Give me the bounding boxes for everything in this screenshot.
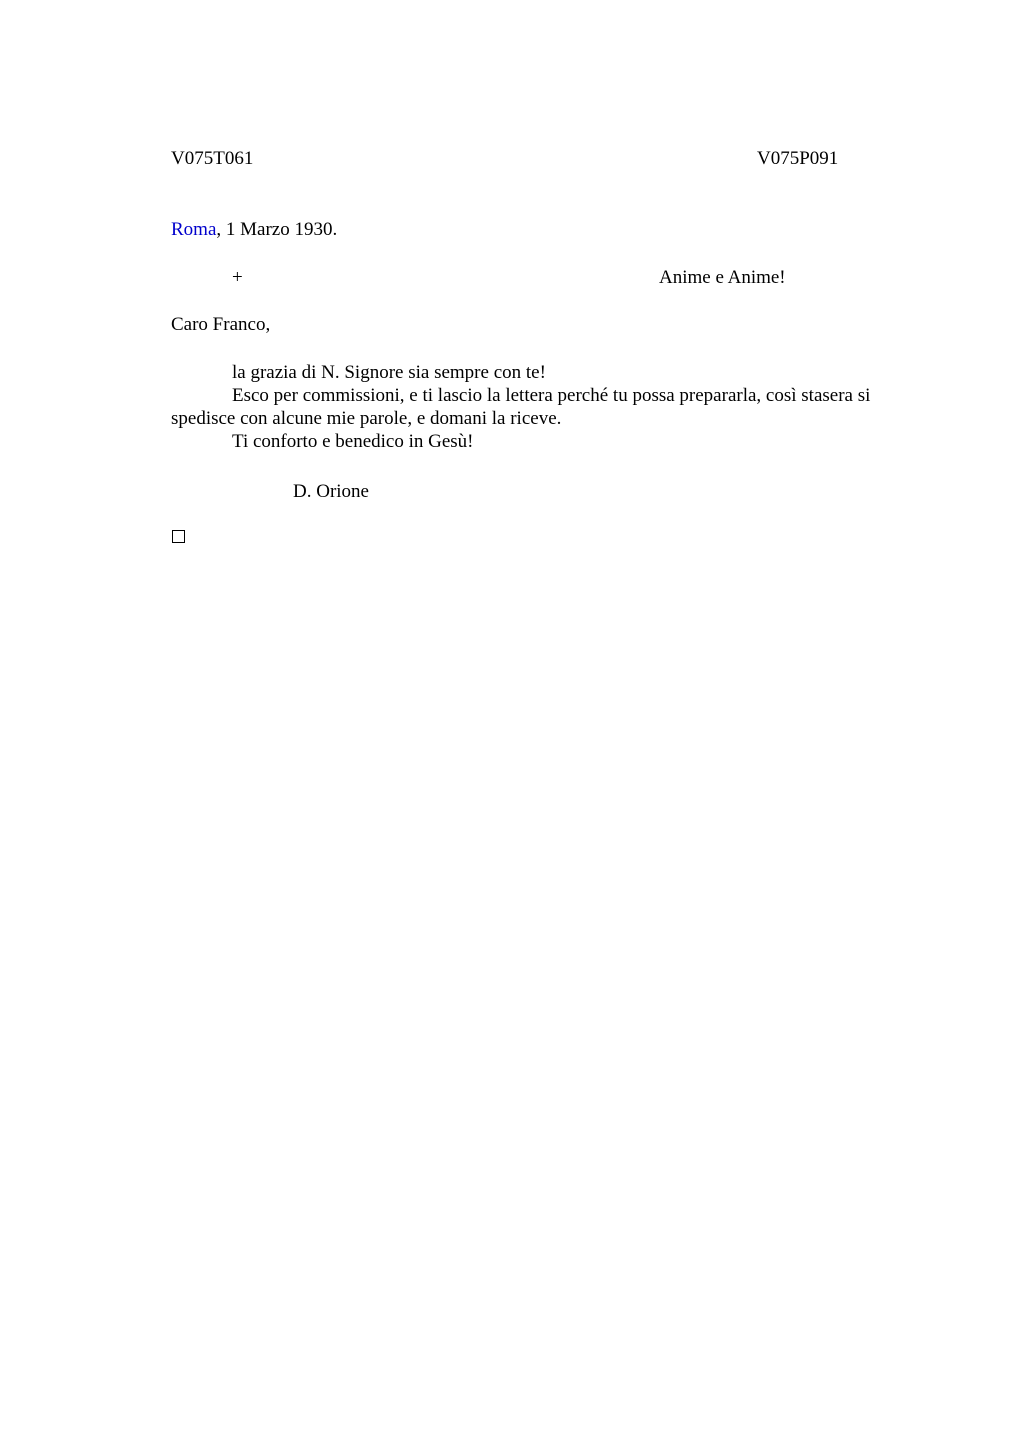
signature: D. Orione — [293, 481, 369, 502]
body-paragraph: la grazia di N. Signore sia sempre con te! — [232, 362, 546, 383]
dateline — [171, 218, 337, 241]
document-code-left: V075T061 — [171, 148, 254, 169]
body-paragraph: Ti conforto e benedico in Gesù! — [232, 431, 474, 452]
square-outline-icon — [172, 530, 185, 543]
date-text: , 1 Marzo 1930. — [216, 219, 338, 240]
salutation: Caro Franco, — [171, 314, 271, 335]
cross-symbol: + — [232, 267, 243, 288]
letter-body — [171, 361, 931, 453]
body-paragraph: Esco per commissioni, e ti lascio la lettera perché tu possa prepararla, così stasera si spedisce con alcune mie parole, e domani la riceve. — [171, 385, 871, 429]
document-code-right: V075P091 — [757, 148, 839, 169]
place-link[interactable]: Roma — [171, 219, 217, 240]
motto: Anime e Anime! — [659, 267, 786, 288]
